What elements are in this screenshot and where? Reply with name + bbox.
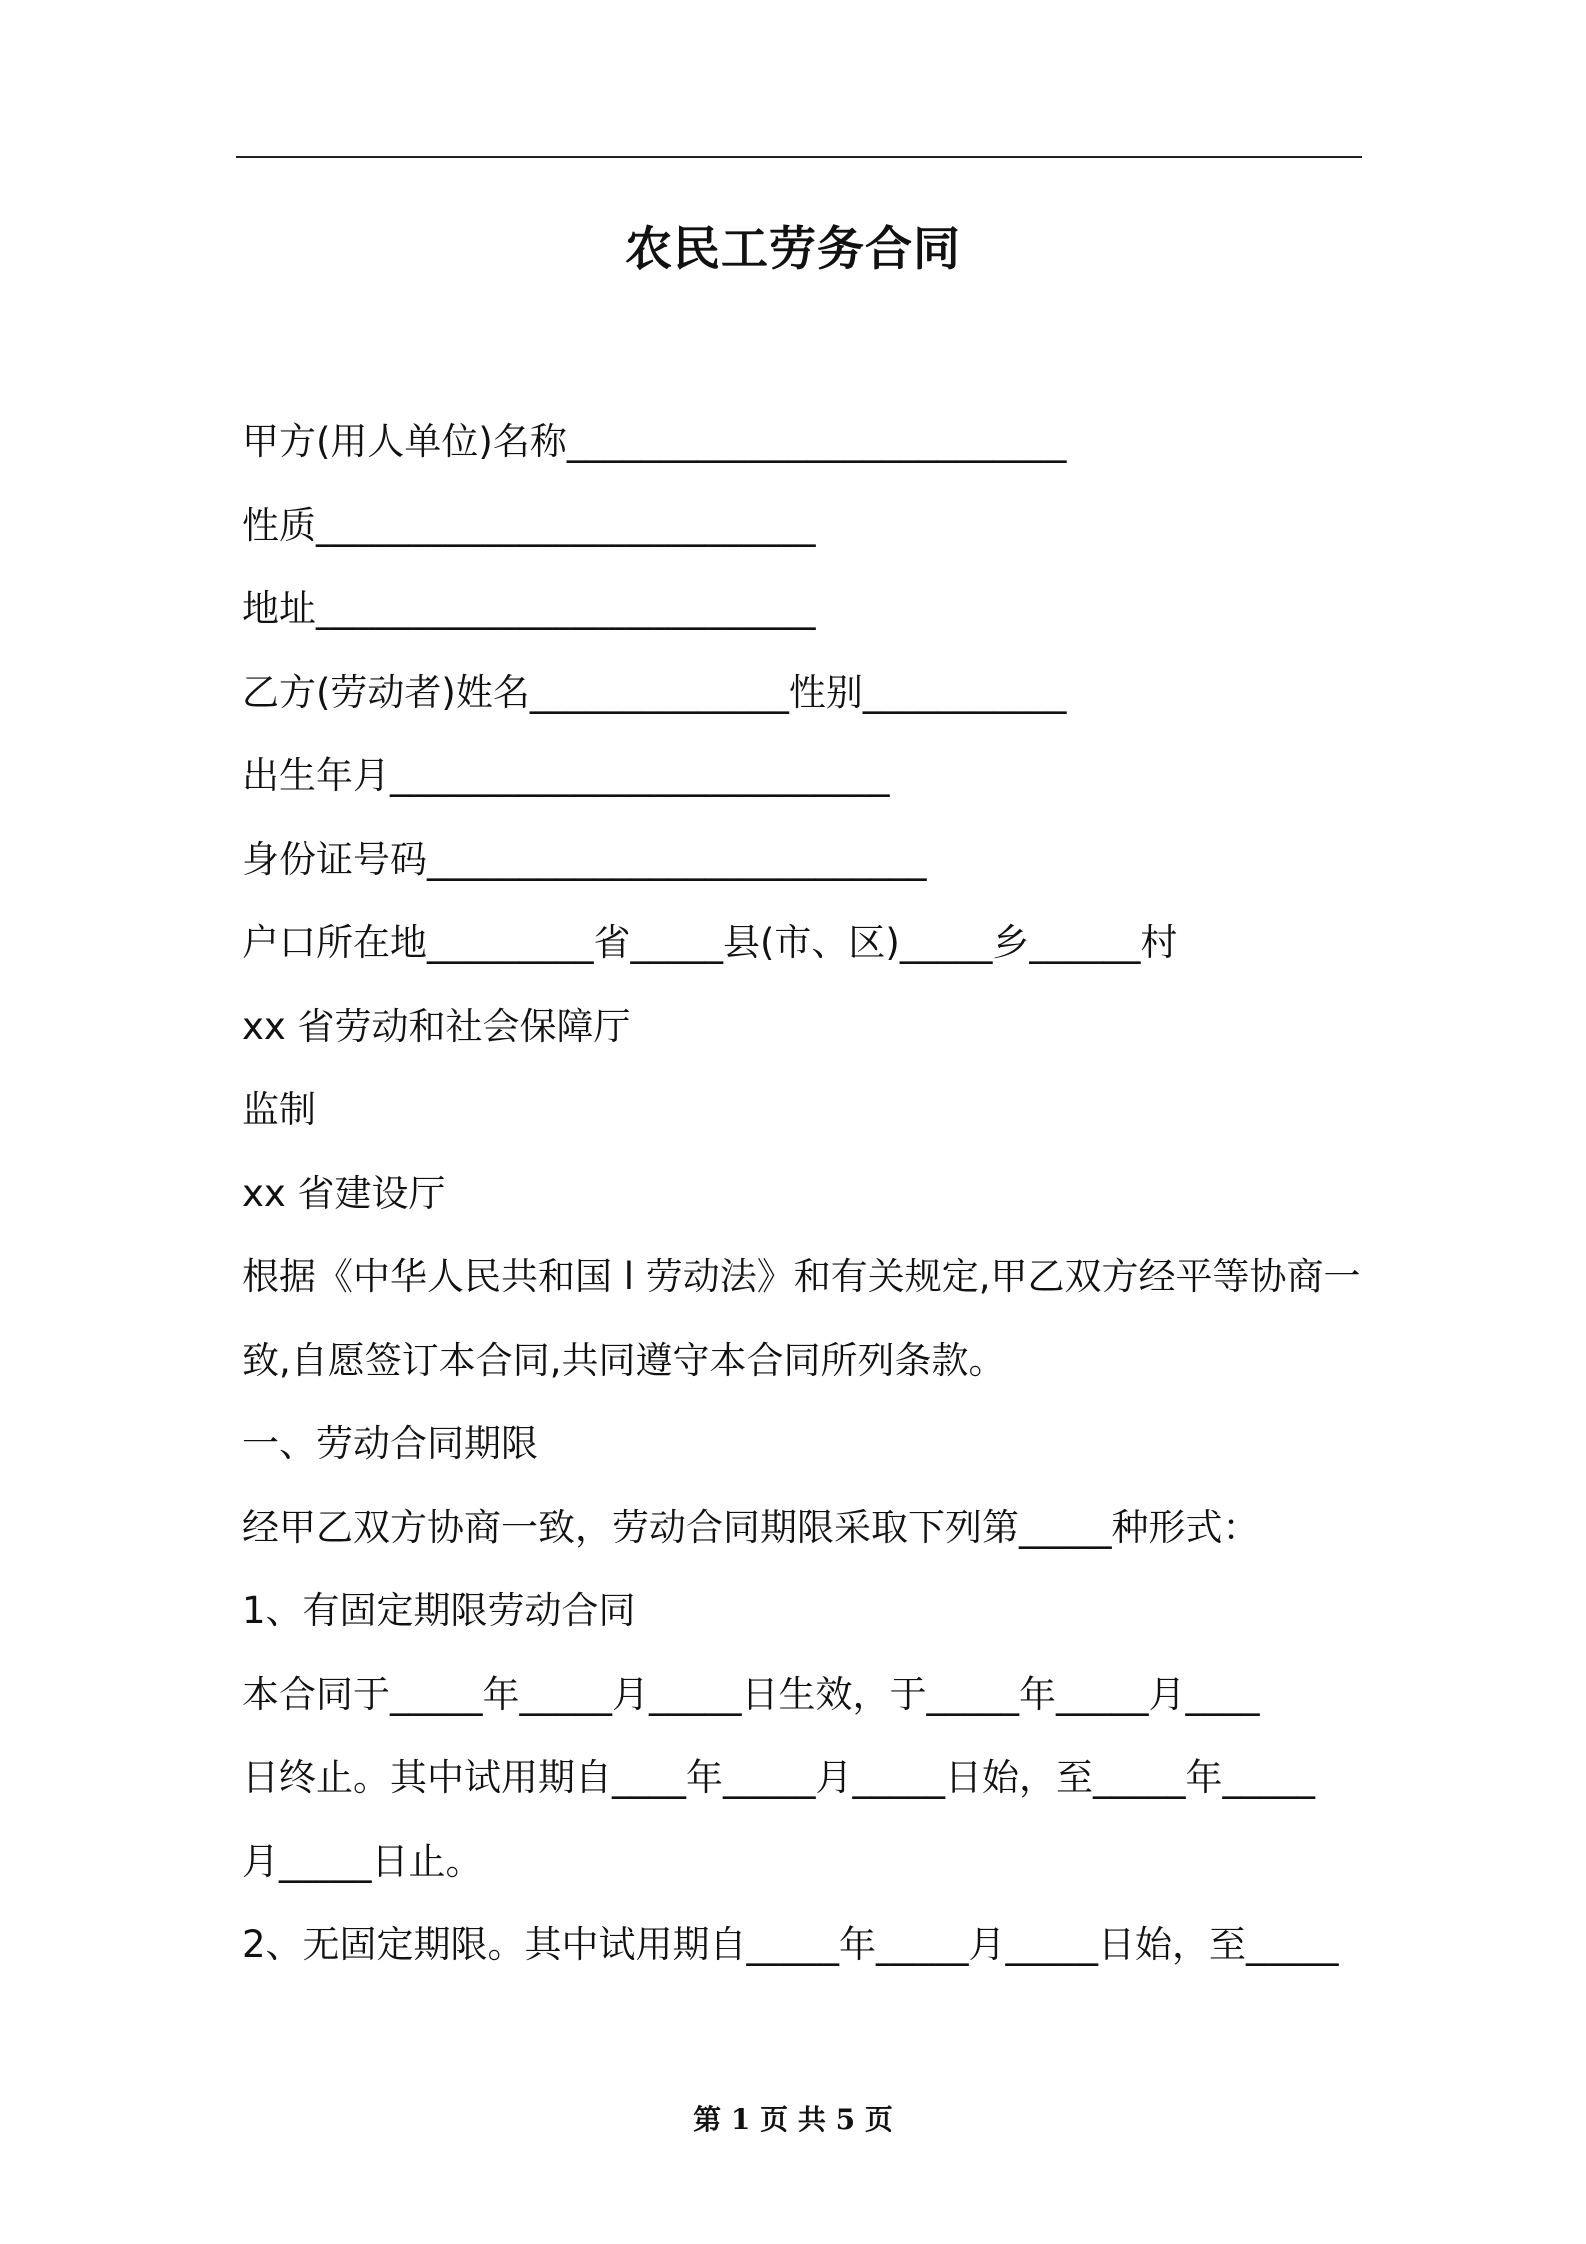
- fixed-term-dates-line-2: 日终止。其中试用期自____年_____月_____日始，至_____年_____: [242, 1756, 1315, 1799]
- document-body: [242, 415, 1362, 2002]
- document-title: 农民工劳务合同: [625, 222, 961, 277]
- issuer-labor-department: xx 省劳动和社会保障厅: [242, 1004, 631, 1048]
- page-number-footer: 第 1 页 共 5 页: [693, 2103, 893, 2136]
- header-divider: [236, 156, 1362, 158]
- contract-term-form-line: 经甲乙双方协商一致，劳动合同期限采取下列第_____种形式：: [242, 1505, 1260, 1549]
- party-a-nature-line: 性质___________________________: [242, 503, 816, 547]
- birth-date-line: 出生年月___________________________: [242, 754, 890, 797]
- supervised-by-label: 监制: [242, 1088, 316, 1131]
- section-heading-contract-term: 一、劳动合同期限: [242, 1422, 538, 1465]
- issuer-construction-department: xx 省建设厅: [242, 1171, 446, 1215]
- open-term-line: 2、无固定期限。其中试用期自_____年_____月_____日始，至_____: [242, 1923, 1339, 1966]
- preamble-line-2: 致,自愿签订本合同,共同遵守本合同所列条款。: [242, 1338, 1006, 1382]
- household-registration-line: 户口所在地_________省_____县(市、区)_____乡______村: [242, 921, 1178, 964]
- fixed-term-dates-line-1: 本合同于_____年_____月_____日生效，于_____年_____月____: [242, 1672, 1260, 1716]
- fixed-term-heading: 1、有固定期限劳动合同: [242, 1589, 636, 1632]
- party-a-name-line: 甲方(用人单位)名称___________________________: [242, 420, 1067, 463]
- party-b-name-gender-line: 乙方(劳动者)姓名______________性别___________: [242, 670, 1067, 714]
- preamble-line-1: 根据《中华人民共和国 l 劳动法》和有关规定,甲乙双方经平等协商一: [242, 1255, 1361, 1298]
- id-number-line: 身份证号码___________________________: [242, 837, 927, 881]
- fixed-term-dates-line-3: 月_____日止。: [242, 1839, 483, 1883]
- party-a-address-line: 地址___________________________: [242, 587, 816, 630]
